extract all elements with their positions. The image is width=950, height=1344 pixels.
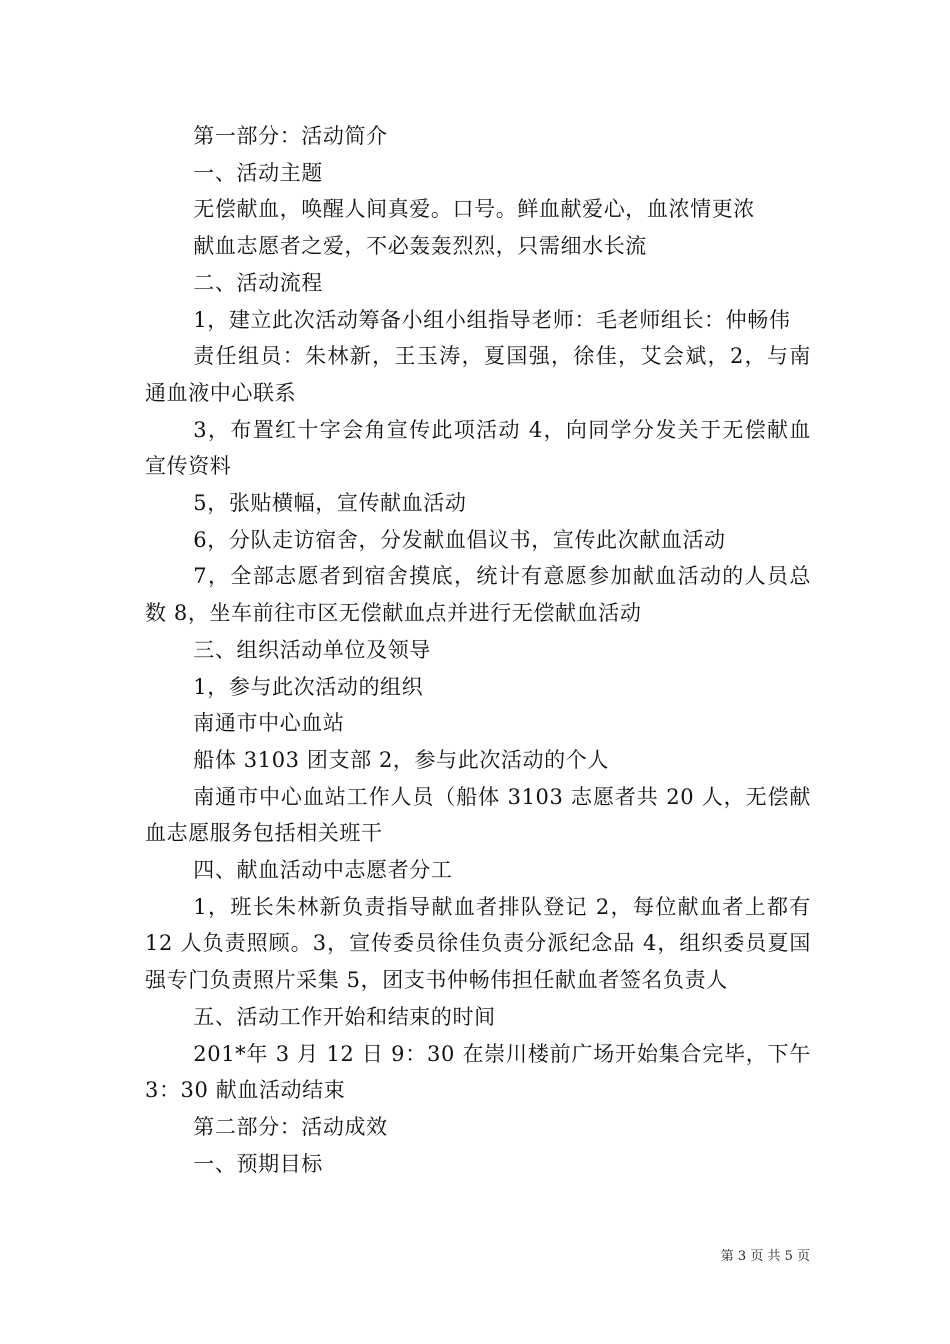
heading-schedule: 五、活动工作开始和结束的时间	[193, 1004, 496, 1029]
paragraph: 南通市中心血站	[193, 711, 345, 736]
document-body	[145, 118, 811, 1182]
heading-part-one: 第一部分：活动简介	[193, 124, 388, 148]
paragraph: 3，布置红十字会角宣传此项活动 4，向同学分发关于无偿献血宣传资料	[145, 417, 811, 479]
page-number: 第 3 页 共 5 页	[720, 1249, 810, 1264]
paragraph: 6，分队走访宿舍，分发献血倡议书，宣传此次献血活动	[193, 527, 726, 552]
paragraph: 7，全部志愿者到宿舍摸底，统计有意愿参加献血活动的人员总数 8，坐车前往市区无偿献血点并进行无偿献血活动	[145, 564, 811, 626]
paragraph: 1，班长朱林新负责指导献血者排队登记 2，每位献血者上都有 12 人负责照顾。3，宣传委员徐佳负责分派纪念品 4，组织委员夏国强专门负责照片采集 5，团支书仲畅伟担任献血者签名负责人	[145, 894, 811, 993]
heading-organizers: 三、组织活动单位及领导	[193, 637, 431, 662]
heading-volunteer-roles: 四、献血活动中志愿者分工	[193, 858, 453, 883]
paragraph: 南通市中心血站工作人员（船体 3103 志愿者共 20 人，无偿献血志愿服务包括相关班干	[145, 784, 811, 846]
heading-activity-theme: 一、活动主题	[193, 160, 323, 185]
paragraph: 献血志愿者之爱，不必轰轰烈烈，只需细水长流	[193, 234, 647, 259]
paragraph: 无偿献血，唤醒人间真爱。口号。鲜血献爱心，血浓情更浓	[193, 197, 755, 222]
paragraph: 1，参与此次活动的组织	[193, 674, 424, 699]
paragraph: 5，张贴横幅，宣传献血活动	[193, 491, 467, 516]
heading-expected-goals: 一、预期目标	[193, 1151, 323, 1176]
paragraph: 船体 3103 团支部 2，参与此次活动的个人	[193, 747, 609, 772]
heading-part-two: 第二部分：活动成效	[193, 1114, 388, 1139]
heading-activity-process: 二、活动流程	[193, 270, 323, 295]
paragraph: 201*年 3 月 12 日 9：30 在崇川楼前广场开始集合完毕，下午 3：30 献血活动结束	[145, 1041, 811, 1103]
paragraph: 责任组员：朱林新，王玉涛，夏国强，徐佳，艾会斌，2，与南通血液中心联系	[145, 344, 811, 405]
paragraph: 1，建立此次活动筹备小组小组指导老师：毛老师组长：仲畅伟	[193, 307, 791, 332]
